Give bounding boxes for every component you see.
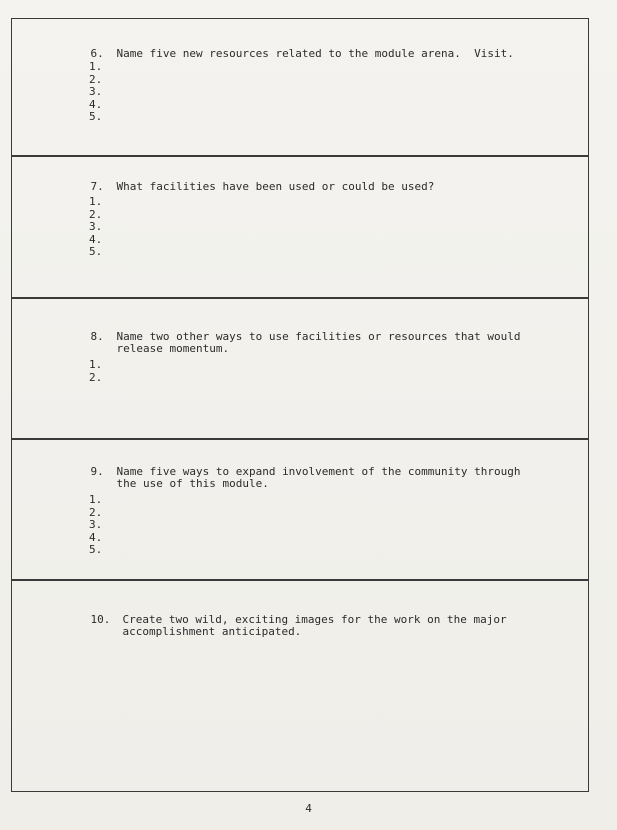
answer-line: 2.	[89, 370, 103, 384]
answer-line: 1.	[89, 60, 103, 73]
section-divider	[12, 579, 589, 581]
section-divider	[12, 438, 589, 440]
question-7	[64, 168, 434, 206]
question-text: Name five new resources related to the module arena. Visit.	[116, 46, 514, 60]
page-number: 4	[305, 802, 312, 815]
answer-line: 3.	[89, 220, 103, 234]
section-divider	[12, 297, 589, 299]
answer-line: 2.	[89, 207, 103, 221]
question-number: 10.	[90, 612, 111, 626]
answer-line: 5.	[89, 110, 103, 124]
section-divider	[12, 155, 589, 157]
question-text-line: the use of this module.	[116, 477, 269, 490]
question-text-line: accomplishment anticipated.	[122, 625, 302, 638]
question-6	[64, 35, 514, 73]
question-number: 6.	[90, 46, 104, 60]
question-number: 8.	[90, 329, 104, 343]
question-8	[64, 318, 520, 368]
answer-line: 3.	[89, 85, 103, 99]
answer-line: 1.	[89, 195, 103, 208]
question-text-line: Name five ways to expand involvement of the community through	[116, 464, 521, 478]
question-text-line: release momentum.	[116, 342, 230, 355]
answer-line: 4.	[89, 97, 103, 111]
answer-line: 5.	[89, 245, 103, 259]
answer-line: 4.	[89, 232, 103, 246]
question-text: What facilities have been used or could be used?	[116, 179, 435, 193]
answer-line: 4.	[89, 530, 103, 544]
question-text-line: Create two wild, exciting images for the work on the major	[122, 612, 507, 626]
answer-line: 1.	[89, 358, 103, 371]
answer-line: 3.	[89, 518, 103, 532]
answer-list-8	[89, 359, 102, 384]
question-10	[64, 601, 507, 651]
answer-line: 2.	[89, 505, 103, 519]
question-text-line: Name two other ways to use facilities or resources that would	[116, 329, 521, 343]
question-number: 9.	[90, 464, 104, 478]
answer-line: 2.	[89, 72, 103, 86]
answer-list-9	[89, 494, 102, 557]
answer-list-7	[89, 196, 102, 259]
question-number: 7.	[90, 179, 104, 193]
question-9	[64, 453, 520, 503]
form-border	[11, 18, 589, 792]
answer-list-6	[89, 61, 102, 124]
answer-line: 1.	[89, 493, 103, 506]
answer-line: 5.	[89, 543, 103, 557]
